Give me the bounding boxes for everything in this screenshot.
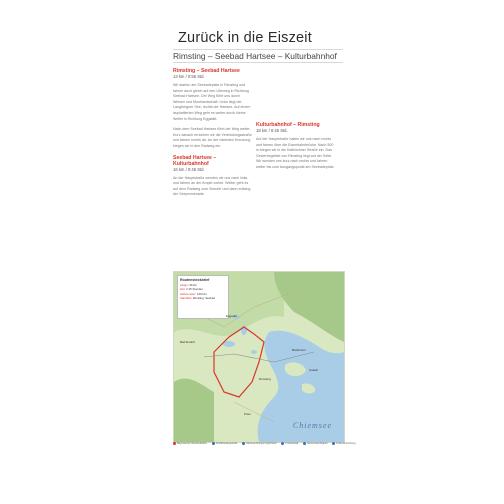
legend-item: Kultureinrichtung <box>332 442 355 445</box>
route-info-box <box>177 275 229 319</box>
rail-icon <box>173 442 176 445</box>
anchor-icon <box>212 442 215 445</box>
camera-icon <box>303 442 306 445</box>
section-paragraph: Auf der Hauptstraße halten wir uns nach rechts und fahren über die Eisenbahnbrücke. Nach 500 m biegen wir in die Kaltkirchner Straße ein. Das Gewerbegebiet von Rimsting liegt auf der Seite. Wir wenden uns kurz nach rechts und fahren weiter bis zum Ausgangspunkt am Seebadeplatz. <box>256 137 335 169</box>
place-label: Bad Endorf <box>180 340 196 344</box>
section-meta: 16 km / 0:45 Std. <box>173 166 205 172</box>
lake-label: Chiemsee <box>292 421 332 430</box>
legend-item: Schiffsanlegestelle <box>212 442 238 445</box>
section-paragraph: Nach dem Seebad Hartsee führt der Weg weiter. Kurz danach erreichen wir die Verbindungsstraße und fahren rechts ab. An der nächsten Kreuzung biegen wir in den Radweg ein. <box>173 127 252 148</box>
section-meta: 18 km / 0:45 Std. <box>256 128 288 133</box>
route-length-row: Länge: 33 km <box>180 283 197 288</box>
legend-item: Bayerische Oberlandbahn <box>173 442 207 445</box>
section-title: Rimsting – Seebad Hartsee <box>173 68 240 74</box>
pool-icon <box>281 442 284 445</box>
route-start-row: Start/Ziel: Rimsting, Seebad <box>180 295 215 300</box>
legend-item: Freizeitbad <box>281 442 298 445</box>
route-info-title: Routensteckbrief <box>180 278 210 282</box>
right-column <box>256 50 336 176</box>
section-paragraph: Wir starten am Seebadeplatz in Rimsting und fahren auch gleich auf den Uferweg in Richtung Seebad Hartsee. Der Weg führt uns durch Wiesen und Moorlandschaft. Links liegt der Langbürgner See, rechts der Hartsee. Auf einem asphaltierten Weg geht es weiter durch kleine Weiler in Richtung Eggstätt. <box>173 83 251 121</box>
section-title: Seebad Hartsee – Kulturbahnhof <box>173 154 217 167</box>
route-time-row: Zeit: 2:15 Stunden <box>180 287 203 292</box>
route-elevation-row: Höhenmeter: 140 Hm <box>180 291 207 296</box>
place-label: Prien <box>244 412 252 416</box>
left-column <box>173 68 253 203</box>
page-title: Zurück in die Eiszeit <box>178 30 312 46</box>
page-subtitle: Rimsting – Seebad Hartsee – Kulturbahnhof <box>173 49 343 63</box>
theatre-icon <box>332 442 335 445</box>
bed-icon <box>242 442 245 445</box>
place-label: Gstadt <box>309 368 318 372</box>
section-title: Kulturbahnhof – Rimsting <box>256 122 320 128</box>
section-paragraph: An der Hauptstraße wenden wir uns nach links und fahren an der Ampel vorbei. Weiter geht es auf dem Radweg zum Seeufer und dann entlang der Seepromenade. <box>173 175 251 197</box>
legend-item: Sehenswürdigkeit <box>303 442 327 445</box>
place-label: Breitbrunn <box>292 348 306 352</box>
map-legend <box>173 442 356 448</box>
place-label: Eggstätt <box>226 314 238 318</box>
legend-item: Übernachtungsmöglichkeit <box>242 442 277 445</box>
route-map <box>173 271 345 443</box>
section-meta: 13 km / 0:56 Std. <box>173 74 205 79</box>
place-label: Rimsting <box>259 377 271 381</box>
